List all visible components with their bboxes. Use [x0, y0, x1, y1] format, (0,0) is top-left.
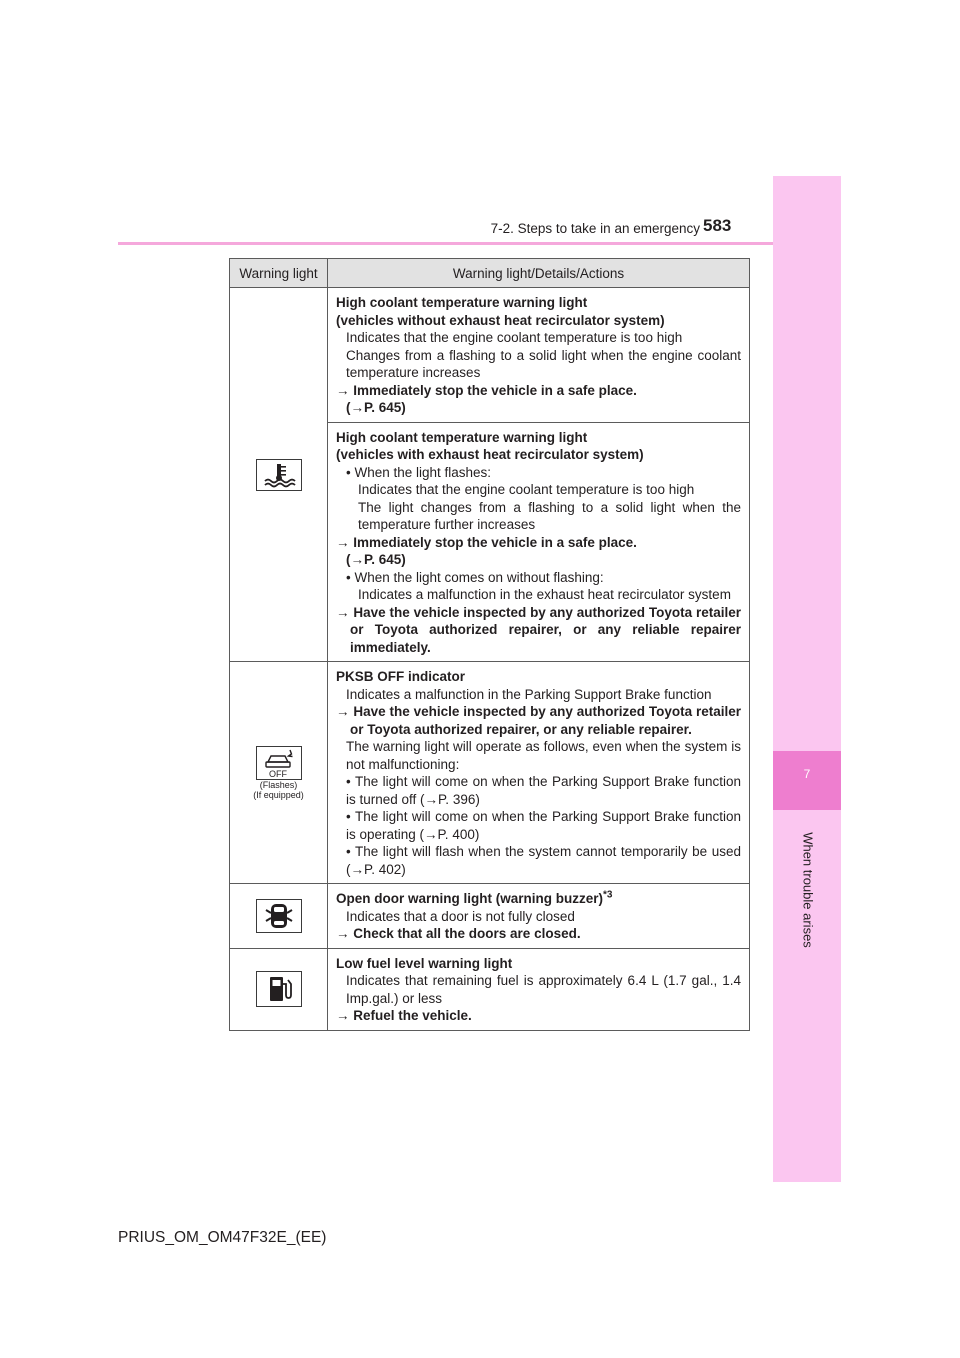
row-title: Low fuel level warning light	[336, 955, 513, 971]
detail-text: Indicates that the engine coolant temperature is too high	[358, 482, 695, 497]
detail-text: Indicates that a door is not fully closed	[346, 908, 575, 924]
icon-cell	[230, 288, 328, 662]
action-line: → Have the vehicle inspected by any authorized Toyota retailer or Toyota authorized repairer, or any reliable repairer immediately.	[336, 604, 741, 655]
action-line: → Have the vehicle inspected by any authorized Toyota retailer or Toyota authorized repairer, or any reliable repairer.	[336, 704, 741, 737]
bullet-item: • When the light flashes:	[346, 464, 492, 480]
action-text: Have the vehicle inspected by any authorized Toyota retailer or Toyota authorized repairer, or any reliable repairer.	[350, 704, 741, 737]
detail-text: The light changes from a flashing to a solid light when the temperature further increases	[358, 499, 741, 532]
col-header-warning-light: Warning light	[230, 259, 328, 288]
page-reference: P. 645	[364, 400, 402, 415]
row-subtitle: (vehicles with exhaust heat recirculator system)	[336, 447, 644, 462]
detail-text: Indicates a malfunction in the exhaust heat recirculator system	[358, 587, 731, 602]
bullet-text: The light will come on when the Parking Support Brake function is operating (	[346, 809, 741, 842]
row-title	[336, 890, 741, 908]
header-rule	[118, 242, 840, 245]
page-reference: P. 396	[438, 791, 476, 807]
row-title: High coolant temperature warning light	[336, 295, 588, 310]
bullet-item: • When the light comes on without flashing:	[346, 569, 604, 585]
svg-text:OFF: OFF	[268, 768, 287, 779]
bullet-item: • The light will come on when the Parking Support Brake function is operating (→P. 400)	[346, 809, 741, 842]
page-reference: P. 400	[437, 826, 475, 842]
fuel-pump-icon	[256, 971, 302, 1007]
page-reference: P. 402	[364, 861, 402, 877]
page-reference: P. 645	[364, 552, 402, 567]
pksb-details	[328, 662, 750, 884]
icon-cell	[230, 948, 328, 1030]
detail-text: Indicates that the engine coolant temperature is too high	[346, 330, 683, 345]
icon-caption: (If equipped)	[253, 789, 304, 800]
detail-text: Indicates that remaining fuel is approximately 6.4 L (1.7 gal., 1.4 Imp.gal.) or less	[346, 973, 741, 1006]
reference-line: (→P. 645)	[346, 400, 406, 415]
row-subtitle: (vehicles without exhaust heat recirculator system)	[336, 312, 665, 328]
page-number: 583	[703, 216, 732, 235]
action-line: → Check that all the doors are closed.	[336, 926, 581, 941]
chapter-label: When trouble arises	[800, 832, 816, 948]
table-row	[230, 948, 750, 1030]
row-title-text: Open door warning light (warning buzzer)	[336, 891, 603, 906]
warning-light-table	[229, 258, 750, 1031]
door-details	[328, 884, 750, 949]
action-text: Check that all the doors are closed.	[353, 926, 581, 941]
action-text: Immediately stop the vehicle in a safe place.	[353, 534, 637, 550]
action-line: → Immediately stop the vehicle in a safe place.	[336, 534, 637, 550]
coolant-no-recirc-details	[328, 288, 750, 423]
table-row	[230, 884, 750, 949]
bullet-text: When the light flashes:	[354, 464, 492, 480]
coolant-recirc-details	[328, 422, 750, 662]
coolant-temperature-icon	[256, 459, 302, 491]
detail-text: Indicates a malfunction in the Parking Support Brake function	[346, 686, 712, 702]
detail-text: The warning light will operate as follows, even when the system is not malfunctioning:	[346, 739, 741, 772]
bullet-item: • The light will come on when the Parking Support Brake function is turned off (→P. 396)	[346, 774, 741, 807]
document-code: PRIUS_OM_OM47F32E_(EE)	[118, 1229, 327, 1246]
action-text: Refuel the vehicle.	[353, 1008, 472, 1023]
action-text: Have the vehicle inspected by any authorized Toyota retailer or Toyota authorized repairer, or any reliable repairer immediately.	[350, 604, 741, 655]
bullet-text: When the light comes on without flashing:	[354, 569, 604, 585]
icon-cell	[230, 884, 328, 949]
action-line: → Refuel the vehicle.	[336, 1008, 472, 1023]
table-header-row	[230, 259, 750, 288]
bullet-item: • The light will flash when the system cannot temporarily be used (→P. 402)	[346, 844, 741, 877]
chapter-tab-strip	[773, 176, 841, 1182]
chapter-number: 7	[803, 767, 811, 781]
action-text: Immediately stop the vehicle in a safe place.	[353, 382, 637, 398]
row-title: High coolant temperature warning light	[336, 429, 588, 445]
table-row	[230, 662, 750, 884]
bullet-text: The light will come on when the Parking Support Brake function is turned off (	[346, 774, 741, 807]
footnote-mark: *3	[603, 889, 613, 901]
section-title: 7-2. Steps to take in an emergency	[490, 221, 700, 236]
col-header-details: Warning light/Details/Actions	[328, 259, 750, 288]
icon-cell	[230, 662, 328, 884]
reference-line: (→P. 645)	[346, 552, 406, 567]
pksb-off-icon	[256, 746, 302, 780]
fuel-details	[328, 948, 750, 1030]
open-door-icon	[256, 899, 302, 933]
table-row	[230, 288, 750, 423]
detail-text: Changes from a flashing to a solid light when the engine coolant temperature increases	[346, 347, 741, 380]
icon-caption: (Flashes)	[259, 779, 298, 790]
action-line: → Immediately stop the vehicle in a safe place.	[336, 382, 637, 398]
row-title: PKSB OFF indicator	[336, 669, 466, 684]
bullet-text: The light will flash when the system cannot temporarily be used (	[346, 844, 741, 877]
